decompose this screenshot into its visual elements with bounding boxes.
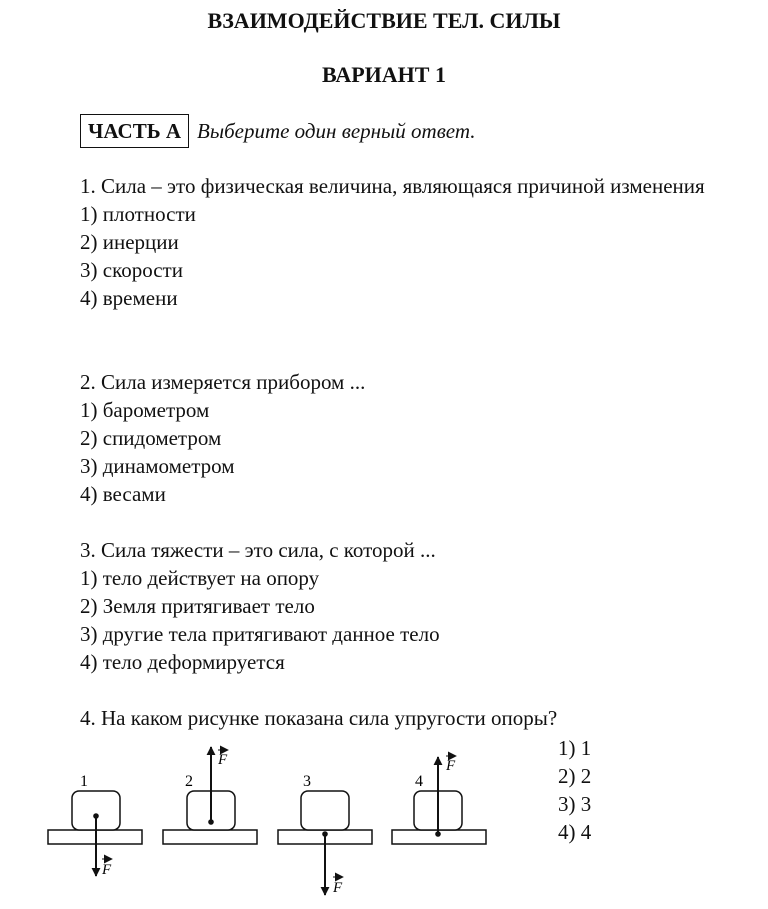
page-title: ВЗАИМОДЕЙСТВИЕ ТЕЛ. СИЛЫ [207,8,561,33]
figure-label: 2 [185,773,193,790]
force-label: F [446,758,456,774]
answer-option[interactable]: 1) барометром [80,398,210,422]
figure-label: 3 [303,773,311,790]
answer-option[interactable]: 2) спидометром [80,426,222,450]
answer-option[interactable]: 1) тело действует на опору [80,566,320,590]
answer-option[interactable]: 2) инерции [80,230,179,254]
part-header [80,114,476,148]
force-figures [0,730,768,909]
answer-option[interactable]: 1) плотности [80,202,196,226]
answer-option[interactable]: 3) другие тела притягивают данное тело [80,622,440,646]
answer-option[interactable]: 4) времени [80,286,178,310]
part-label: ЧАСТЬ А [80,114,189,148]
figure-3[interactable] [278,773,372,896]
variant-title: ВАРИАНТ 1 [322,62,446,87]
answer-option[interactable]: 3) скорости [80,258,183,282]
question-stem: 3. Сила тяжести – это сила, с которой ... [80,538,436,562]
question-stem: 2. Сила измеряется прибором ... [80,370,366,394]
figure-4[interactable] [392,756,486,844]
answer-option[interactable]: 4) тело деформируется [80,650,285,674]
question-stem: 4. На каком рисунке показана сила упругости опоры? [80,706,558,730]
question-2 [52,368,722,508]
question-4-options [558,734,591,846]
part-instruction: Выберите один верный ответ. [197,118,476,143]
answer-option[interactable]: 4) 4 [558,820,592,844]
question-stem: 1. Сила – это физическая величина, являющаяся причиной изменения [80,174,705,198]
support-surface [163,830,257,844]
question-3 [52,536,722,676]
figure-label: 1 [80,773,88,790]
figure-label: 4 [415,773,423,790]
answer-option[interactable]: 2) 2 [558,764,592,788]
figure-1[interactable] [48,773,142,878]
answer-option[interactable]: 3) 3 [558,792,592,816]
answer-option[interactable]: 3) динамометром [80,454,235,478]
force-label: F [218,752,228,768]
figure-2[interactable] [163,747,257,844]
force-label: F [333,880,343,896]
body-block [301,791,349,830]
answer-option[interactable]: 2) Земля притягивает тело [80,594,315,618]
question-4 [52,704,722,732]
answer-option[interactable]: 4) весами [80,482,166,506]
question-1 [52,172,722,312]
force-label: F [102,862,112,878]
answer-option[interactable]: 1) 1 [558,736,592,760]
